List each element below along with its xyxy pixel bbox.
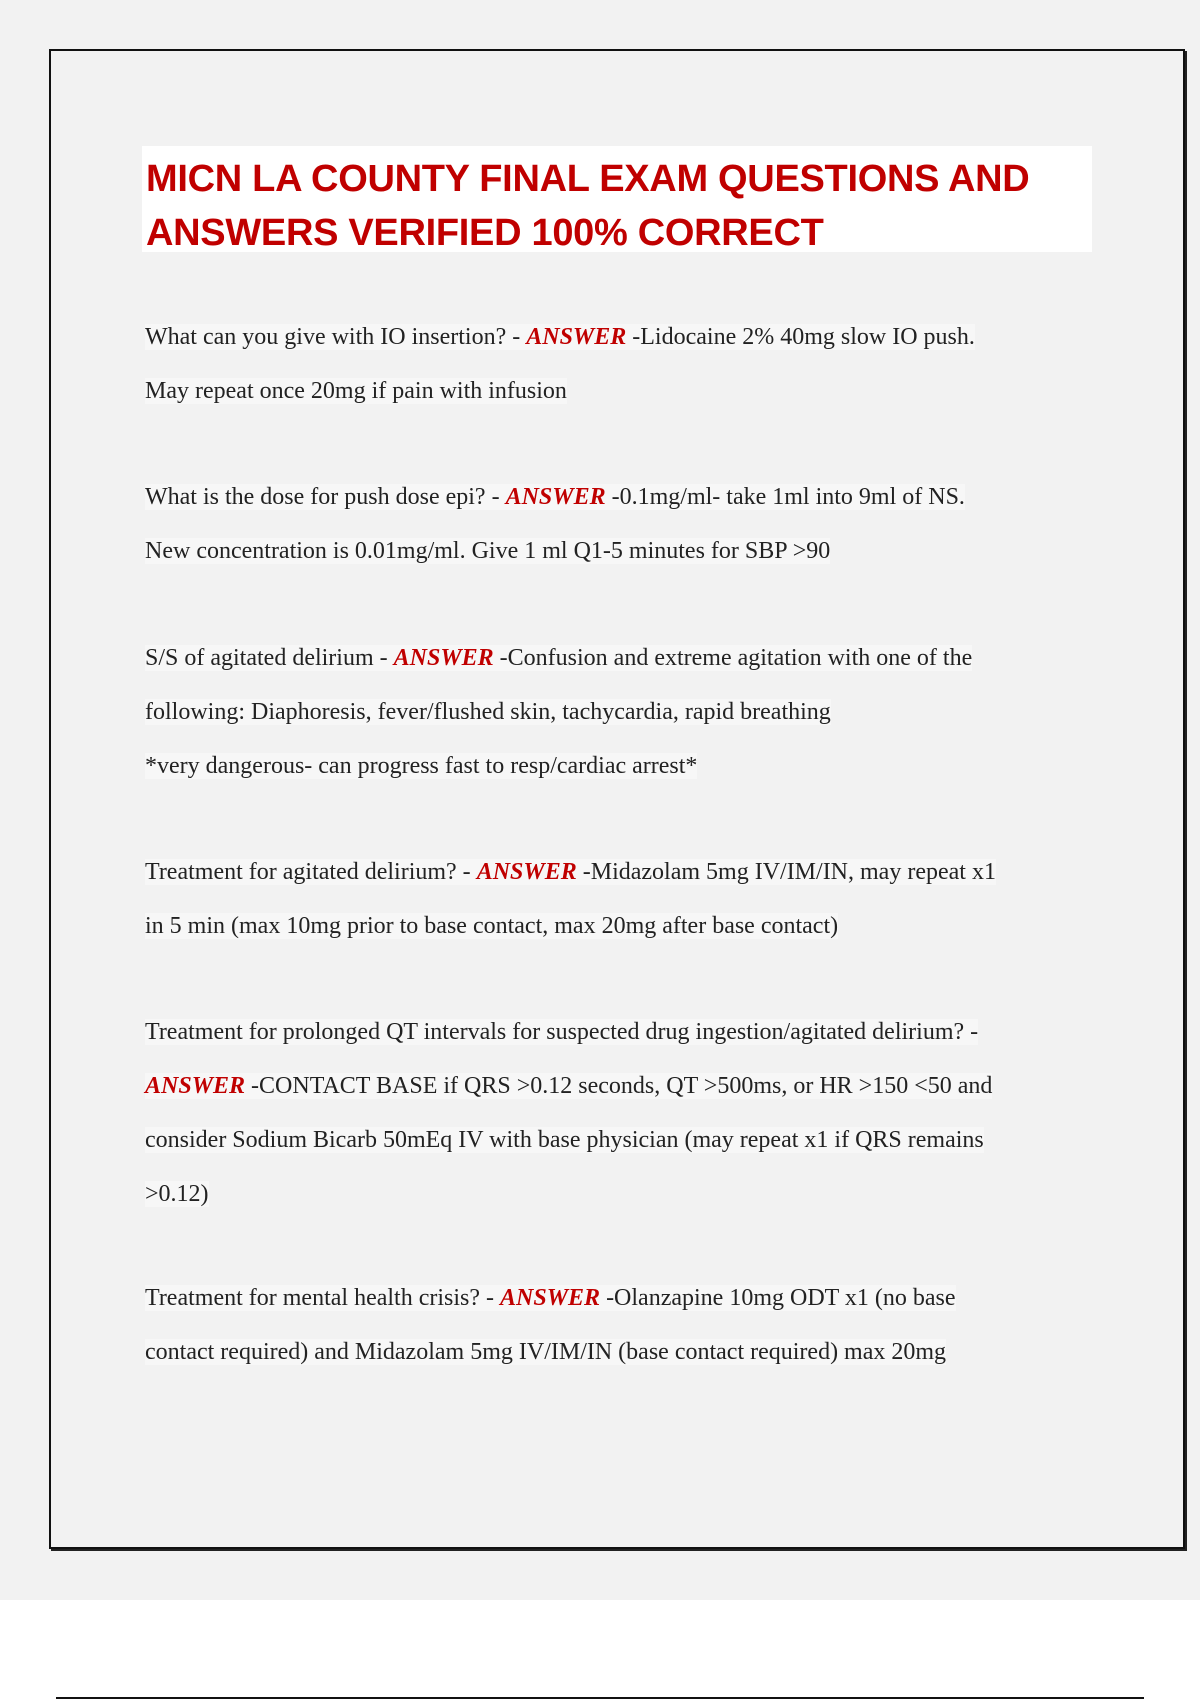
answer-label: ANSWER xyxy=(476,859,577,885)
title-line-1: MICN LA COUNTY FINAL EXAM QUESTIONS AND xyxy=(146,158,1030,200)
answer-text: -Midazolam 5mg IV/IM/IN, may repeat x1 xyxy=(576,859,996,885)
question-text: Treatment for agitated delirium? - xyxy=(145,859,477,885)
qa-item-4 xyxy=(145,845,1085,953)
question-text: Treatment for mental health crisis? - xyxy=(145,1285,501,1311)
answer-label: ANSWER xyxy=(526,324,627,350)
qa-item-3 xyxy=(145,631,1085,793)
answer-text-cont: contact required) and Midazolam 5mg IV/IM/IN (base contact required) max 20mg xyxy=(145,1339,947,1365)
answer-text-cont: consider Sodium Bicarb 50mEq IV with base physician (may repeat x1 if QRS remains xyxy=(145,1127,984,1153)
title-line-2: ANSWERS VERIFIED 100% CORRECT xyxy=(146,212,824,254)
answer-label: ANSWER xyxy=(505,484,606,510)
answer-label: ANSWER xyxy=(393,645,494,671)
question-text: S/S of agitated delirium - xyxy=(145,645,394,671)
question-text: What is the dose for push dose epi? - xyxy=(145,484,506,510)
bottom-divider xyxy=(56,1697,1144,1699)
answer-text: -Olanzapine 10mg ODT x1 (no base xyxy=(600,1285,956,1311)
answer-text-cont: May repeat once 20mg if pain with infusion xyxy=(145,378,567,404)
answer-text-cont: in 5 min (max 10mg prior to base contact, max 20mg after base contact) xyxy=(145,913,839,939)
qa-item-5 xyxy=(145,1005,1085,1221)
answer-text: -Lidocaine 2% 40mg slow IO push. xyxy=(626,324,975,350)
answer-text-cont: >0.12) xyxy=(145,1181,209,1207)
qa-item-6 xyxy=(145,1271,1085,1379)
answer-text: -Confusion and extreme agitation with one of the xyxy=(493,645,973,671)
answer-label: ANSWER xyxy=(145,1073,246,1099)
answer-label: ANSWER xyxy=(500,1285,601,1311)
question-text: What can you give with IO insertion? - xyxy=(145,324,527,350)
answer-text: -0.1mg/ml- take 1ml into 9ml of NS. xyxy=(605,484,965,510)
answer-text-cont: New concentration is 0.01mg/ml. Give 1 ml Q1-5 minutes for SBP >90 xyxy=(145,538,831,564)
answer-text-cont: following: Diaphoresis, fever/flushed skin, tachycardia, rapid breathing xyxy=(145,699,831,725)
qa-item-2 xyxy=(145,470,1085,578)
document-title xyxy=(142,146,1092,252)
question-text: Treatment for prolonged QT intervals for suspected drug ingestion/agitated delirium? - xyxy=(145,1019,979,1045)
answer-note: *very dangerous- can progress fast to resp/cardiac arrest* xyxy=(145,753,698,779)
qa-item-1 xyxy=(145,310,1085,418)
answer-text: -CONTACT BASE if QRS >0.12 seconds, QT >500ms, or HR >150 <50 and xyxy=(245,1073,993,1099)
